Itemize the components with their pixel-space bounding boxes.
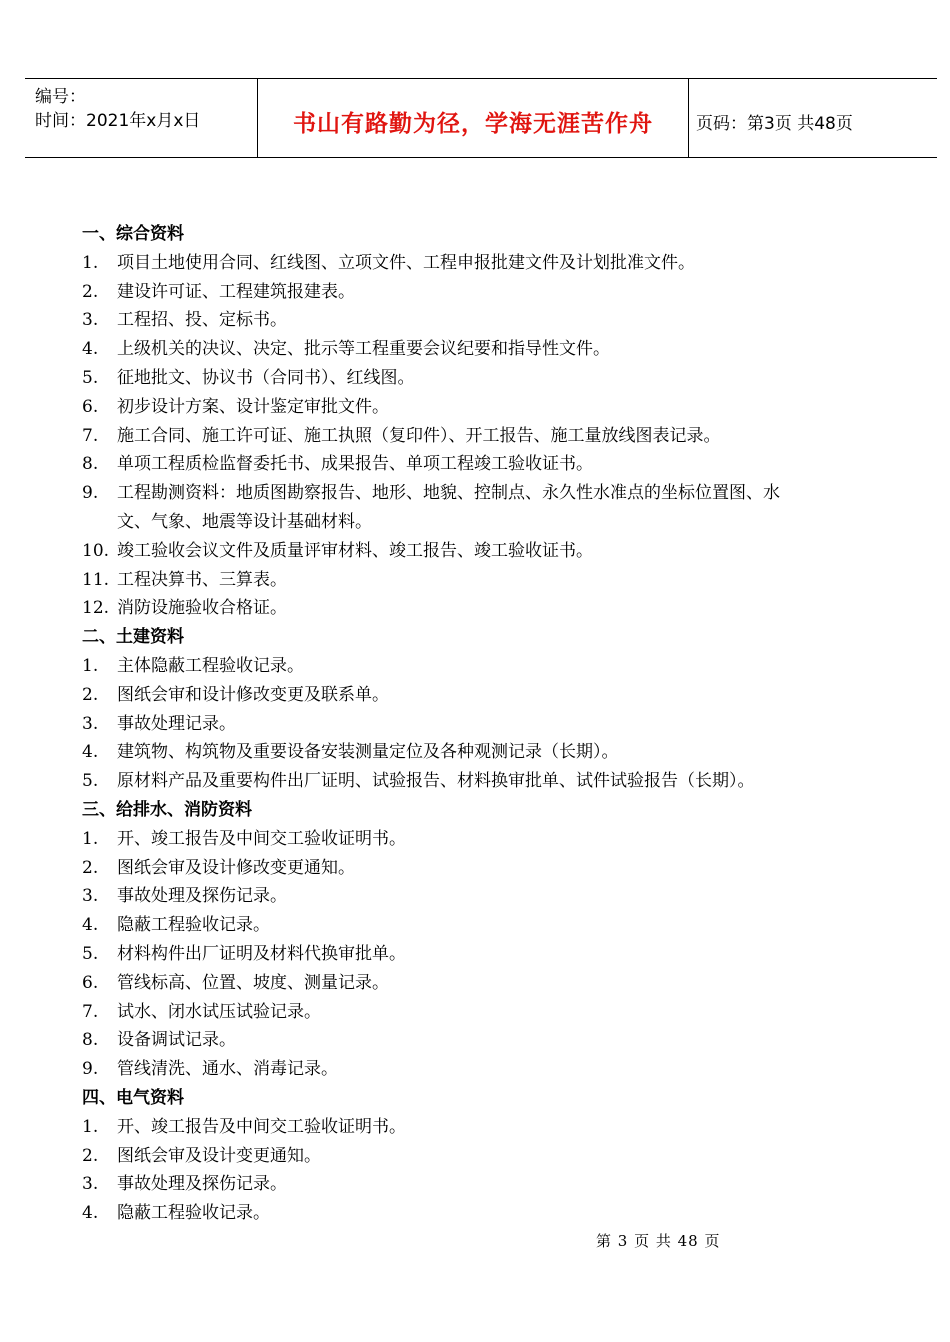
list-item <box>82 738 882 767</box>
list-item <box>82 594 882 623</box>
header-right-cell <box>688 79 937 157</box>
document-body <box>82 220 882 1228</box>
list-item <box>82 422 882 451</box>
list-item-text: 图纸会审及设计修改变更通知。 <box>117 857 355 878</box>
list-item-text: 竣工验收会议文件及质量评审材料、竣工报告、竣工验收证书。 <box>117 540 593 561</box>
list-item-number: 5. <box>82 771 99 792</box>
list-item-number: 3. <box>82 310 99 331</box>
list-item-text: 开、竣工报告及中间交工验收证明书。 <box>117 1116 406 1137</box>
list-item-text: 开、竣工报告及中间交工验收证明书。 <box>117 828 406 849</box>
page-header <box>25 78 937 158</box>
list-item-text: 上级机关的决议、决定、批示等工程重要会议纪要和指导性文件。 <box>117 339 610 360</box>
list-item-text: 管线标高、位置、坡度、测量记录。 <box>117 972 389 993</box>
list-item-text: 隐蔽工程验收记录。 <box>117 915 270 936</box>
list-item <box>82 998 882 1027</box>
list-item-text: 单项工程质检监督委托书、成果报告、单项工程竣工验收证书。 <box>117 454 593 475</box>
list-item-number: 1. <box>82 655 99 676</box>
list-item <box>82 249 882 278</box>
list-item-text: 管线清洗、通水、消毒记录。 <box>117 1059 338 1080</box>
list-item-number: 2. <box>82 1145 99 1166</box>
list-item-text: 材料构件出厂证明及材料代换审批单。 <box>117 943 406 964</box>
list-item <box>82 1170 882 1199</box>
list-item-number: 9. <box>82 483 99 504</box>
footer-page-number: 第 3 页 共 48 页 <box>596 1232 721 1250</box>
list-item-text: 工程勘测资料：地质图勘察报告、地形、地貌、控制点、永久性水准点的坐标位置图、水 <box>117 483 780 504</box>
list-item <box>82 882 882 911</box>
list-item <box>82 450 882 479</box>
list-item <box>82 969 882 998</box>
section-heading: 四、电气资料 <box>82 1087 184 1108</box>
list-item-number: 3. <box>82 713 99 734</box>
list-item-number: 11. <box>82 569 110 590</box>
list-item <box>82 479 882 508</box>
list-item <box>82 1026 882 1055</box>
list-item <box>82 306 882 335</box>
section-heading: 一、综合资料 <box>82 224 184 244</box>
list-item-text: 征地批文、协议书（合同书）、红线图。 <box>117 367 415 388</box>
list-item-number: 1. <box>82 828 99 849</box>
list-item-number: 2. <box>82 684 99 705</box>
list-item-text: 图纸会审及设计变更通知。 <box>117 1145 321 1166</box>
list-item-text: 试水、闭水试压试验记录。 <box>117 1001 321 1022</box>
list-item-text: 建设许可证、工程建筑报建表。 <box>117 281 355 302</box>
list-item <box>82 681 882 710</box>
list-item-number: 7. <box>82 1001 99 1022</box>
list-item <box>82 825 882 854</box>
list-item-text: 消防设施验收合格证。 <box>117 598 287 619</box>
motto-text: 书山有路勤为径，学海无涯苦作舟 <box>293 111 653 137</box>
list-item-number: 6. <box>82 396 99 417</box>
list-item-text: 项目土地使用合同、红线图、立项文件、工程申报批建文件及计划批准文件。 <box>117 252 695 273</box>
list-item <box>82 710 882 739</box>
list-item-number: 1. <box>82 252 99 273</box>
list-item-text: 主体隐蔽工程验收记录。 <box>117 655 304 676</box>
header-motto-cell <box>257 79 689 157</box>
serial-label: 编号： <box>35 87 86 107</box>
list-item <box>82 652 882 681</box>
list-item <box>82 335 882 364</box>
list-item-text: 原材料产品及重要构件出厂证明、试验报告、材料换审批单、试件试验报告（长期）。 <box>117 771 755 792</box>
list-item-text: 初步设计方案、设计鉴定审批文件。 <box>117 396 389 417</box>
list-item-text: 工程招、投、定标书。 <box>117 310 287 331</box>
list-item-text: 事故处理记录。 <box>117 713 236 734</box>
list-item-number: 5. <box>82 367 99 388</box>
list-item-text: 图纸会审和设计修改变更及联系单。 <box>117 684 389 705</box>
date-label: 时间：2021年x月x日 <box>35 111 201 131</box>
list-item-number: 8. <box>82 1030 99 1051</box>
list-item-text: 隐蔽工程验收记录。 <box>117 1203 270 1224</box>
list-item-number: 7. <box>82 425 99 446</box>
list-item-number: 4. <box>82 1203 99 1224</box>
list-item-number: 4. <box>82 915 99 936</box>
list-item-number: 9. <box>82 1059 99 1080</box>
list-item-continuation <box>82 508 882 537</box>
list-item <box>82 1055 882 1084</box>
list-item-text: 建筑物、构筑物及重要设备安装测量定位及各种观测记录（长期）。 <box>117 742 619 763</box>
list-item <box>82 1142 882 1171</box>
list-item <box>82 1113 882 1142</box>
header-page-info: 页码：第3页 共48页 <box>696 114 853 134</box>
list-item <box>82 364 882 393</box>
list-item-text: 工程决算书、三算表。 <box>117 569 287 590</box>
list-item-number: 2. <box>82 857 99 878</box>
list-item-number: 5. <box>82 943 99 964</box>
list-item <box>82 854 882 883</box>
list-item-number: 1. <box>82 1116 99 1137</box>
list-item-number: 6. <box>82 972 99 993</box>
list-item-continuation-text: 文、气象、地震等设计基础材料。 <box>117 511 372 532</box>
list-item-text: 事故处理及探伤记录。 <box>117 886 287 907</box>
list-item <box>82 911 882 940</box>
list-item <box>82 278 882 307</box>
list-item-number: 8. <box>82 454 99 475</box>
list-item-number: 3. <box>82 1174 99 1195</box>
list-item <box>82 393 882 422</box>
list-item-text: 事故处理及探伤记录。 <box>117 1174 287 1195</box>
list-item-number: 4. <box>82 339 99 360</box>
list-item-text: 施工合同、施工许可证、施工执照（复印件）、开工报告、施工量放线图表记录。 <box>117 425 721 446</box>
list-item <box>82 537 882 566</box>
list-item <box>82 940 882 969</box>
list-item <box>82 566 882 595</box>
list-item-number: 12. <box>82 598 110 619</box>
list-item <box>82 1199 882 1228</box>
list-item-number: 4. <box>82 742 99 763</box>
section-heading: 三、给排水、消防资料 <box>82 799 252 820</box>
section-heading: 二、土建资料 <box>82 627 184 648</box>
header-left-cell <box>25 79 257 157</box>
list-item-number: 10. <box>82 540 110 561</box>
list-item <box>82 767 882 796</box>
list-item-number: 2. <box>82 281 99 302</box>
list-item-number: 3. <box>82 886 99 907</box>
list-item-text: 设备调试记录。 <box>117 1030 236 1051</box>
